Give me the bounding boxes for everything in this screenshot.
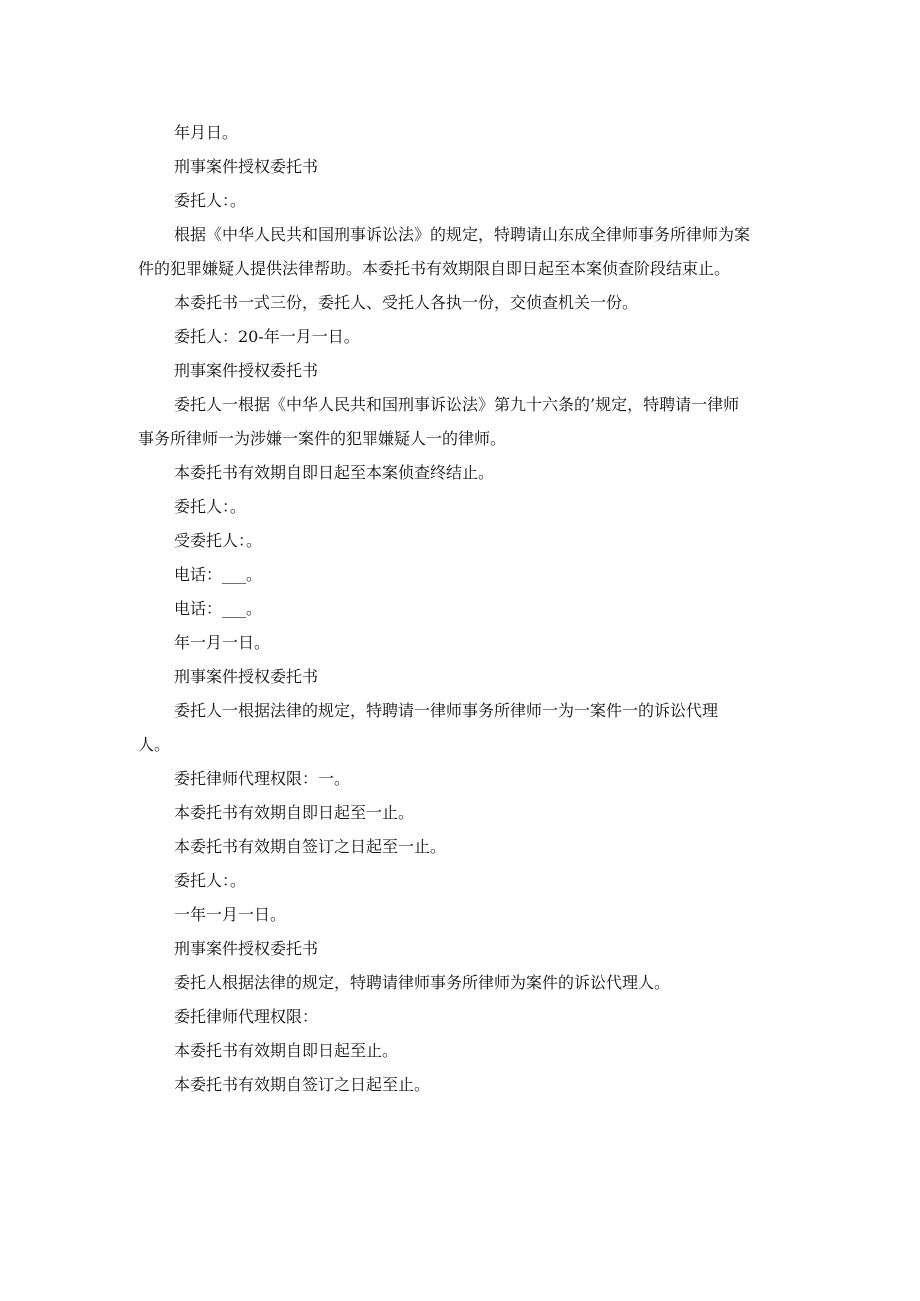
paragraph-line: 委托人一根据法律的规定，特聘请一律师事务所律师一为一案件一的诉讼代理 <box>174 701 719 720</box>
paragraph-line: 根据《中华人民共和国刑事诉讼法》的规定，特聘请山东成全律师事务所律师为案 <box>174 225 751 244</box>
date-line: 年一月一日。 <box>174 633 271 652</box>
section-title: 刑事案件授权委托书 <box>174 361 319 380</box>
section-title: 刑事案件授权委托书 <box>174 157 319 176</box>
agent-line: 受委托人：。 <box>174 531 263 550</box>
paragraph-line: 委托人一根据《中华人民共和国刑事诉讼法》第九十六条的’规定，特聘请一律师 <box>174 395 740 414</box>
document-body <box>138 116 788 1102</box>
date-line: 年月日。 <box>174 123 239 142</box>
principal-date-line: 委托人：20-年一月一日。 <box>174 327 360 346</box>
authority-line: 委托律师代理权限：一。 <box>174 769 351 788</box>
section-title: 刑事案件授权委托书 <box>174 939 319 958</box>
paragraph-line-continued: 人。 <box>138 735 171 754</box>
principal-line: 委托人：。 <box>174 191 247 210</box>
section-title: 刑事案件授权委托书 <box>174 667 319 686</box>
paragraph-line: 本委托书有效期自即日起至本案侦查终结止。 <box>174 463 495 482</box>
paragraph-line: 本委托书一式三份，委托人、受托人各执一份，交侦查机关一份。 <box>174 293 639 312</box>
validity-line: 本委托书有效期自签订之日起至止。 <box>174 1075 431 1094</box>
validity-line: 本委托书有效期自即日起至止。 <box>174 1041 399 1060</box>
phone-line: 电话：___。 <box>174 599 263 618</box>
validity-line: 本委托书有效期自签订之日起至一止。 <box>174 837 447 856</box>
phone-line: 电话：___。 <box>174 565 263 584</box>
validity-line: 本委托书有效期自即日起至一止。 <box>174 803 415 822</box>
principal-line: 委托人：。 <box>174 871 247 890</box>
paragraph-line-continued: 事务所律师一为涉嫌一案件的犯罪嫌疑人一的律师。 <box>138 429 507 448</box>
date-line: 一年一月一日。 <box>174 905 287 924</box>
principal-line: 委托人：。 <box>174 497 247 516</box>
paragraph-line: 委托人根据法律的规定，特聘请律师事务所律师为案件的诉讼代理人。 <box>174 973 671 992</box>
paragraph-line-continued: 件的犯罪嫌疑人提供法律帮助。本委托书有效期限自即日起至本案侦查阶段结束止。 <box>138 259 731 278</box>
authority-line: 委托律师代理权限： <box>174 1007 319 1026</box>
